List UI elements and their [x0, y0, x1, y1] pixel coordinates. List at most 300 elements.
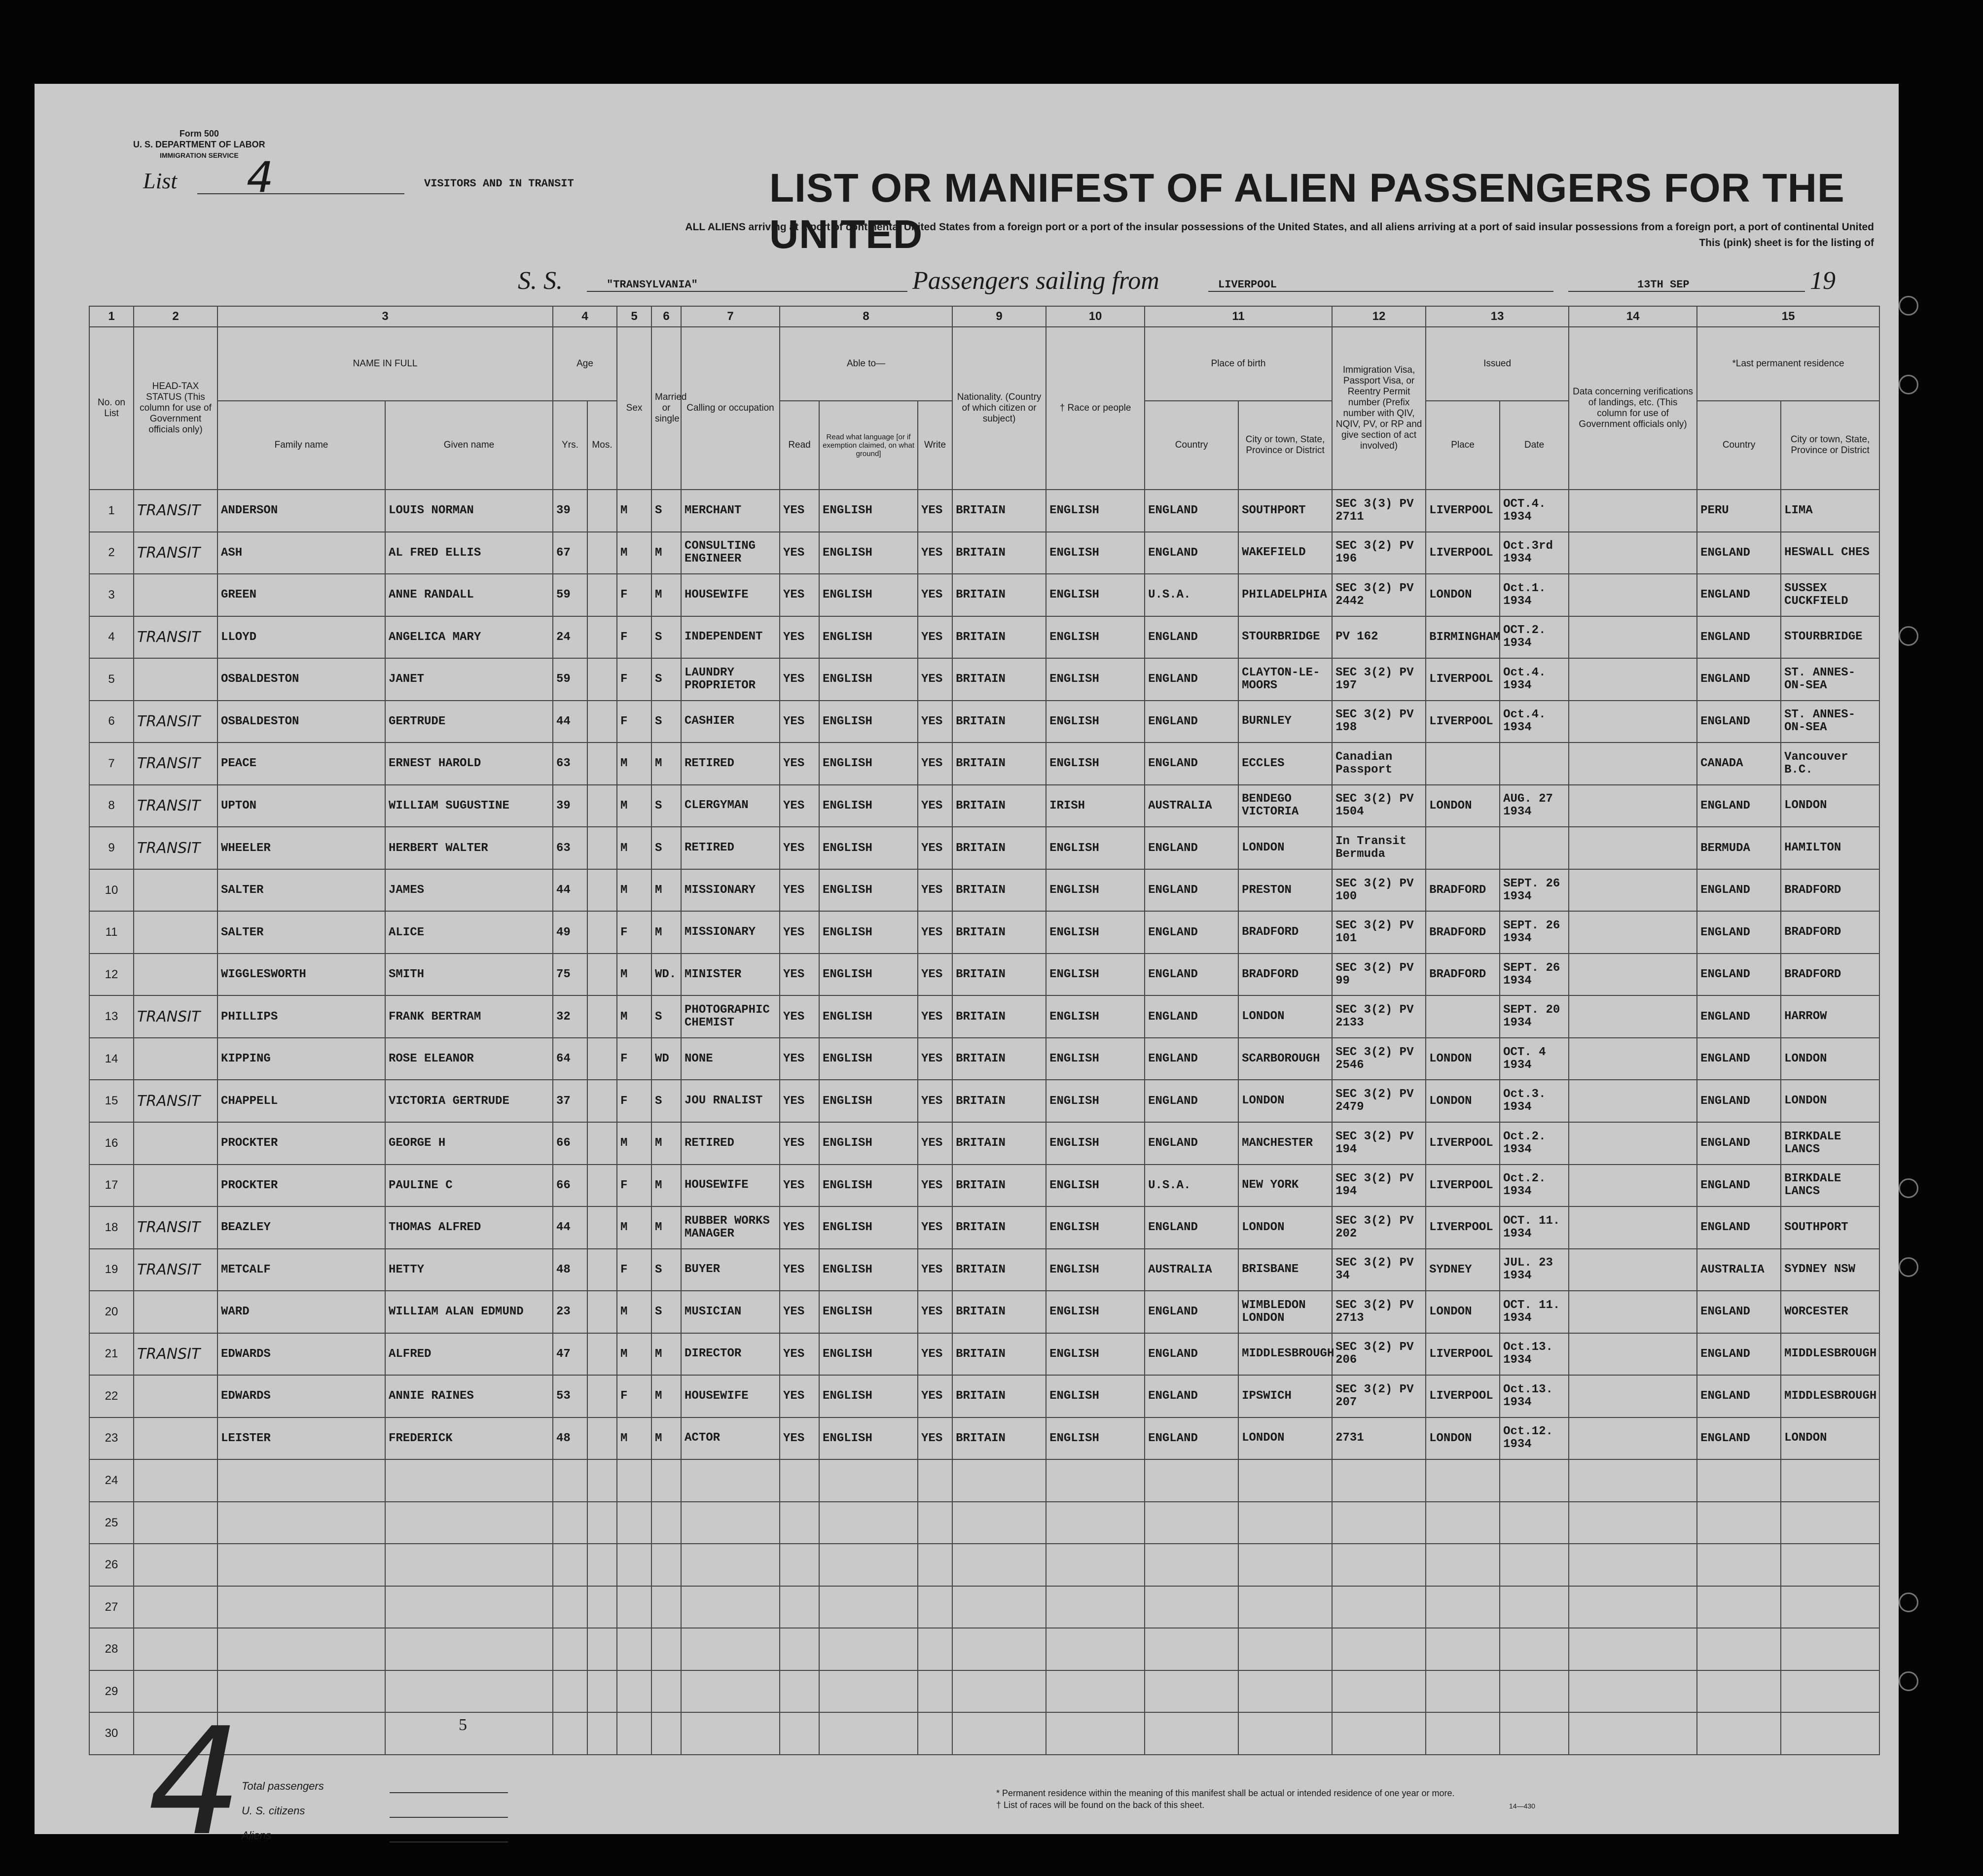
issued-date: Oct.2. 1934	[1500, 1122, 1569, 1165]
sex: M	[617, 1333, 651, 1376]
header-mos: Mos.	[587, 401, 617, 490]
issued-place: LIVERPOOL	[1426, 1206, 1500, 1249]
can-read: YES	[780, 869, 819, 912]
read-language: ENGLISH	[819, 490, 918, 532]
occupation: HOUSEWIFE	[681, 574, 780, 616]
read-language: ENGLISH	[819, 1080, 918, 1122]
read-language: ENGLISH	[819, 954, 918, 996]
can-write: YES	[918, 743, 952, 785]
visa-number: SEC 3(2) PV 207	[1332, 1375, 1426, 1417]
col-num-9: 9	[952, 306, 1046, 327]
row-number: 14	[89, 1038, 134, 1080]
landing-data	[1569, 1502, 1697, 1544]
family-name	[217, 1670, 385, 1713]
row-number: 12	[89, 954, 134, 996]
read-language: ENGLISH	[819, 1291, 918, 1333]
can-write: YES	[918, 1375, 952, 1417]
visa-number	[1332, 1712, 1426, 1755]
issued-place	[1426, 1459, 1500, 1502]
issued-date: Oct.12. 1934	[1500, 1417, 1569, 1460]
col-num-4: 4	[553, 306, 617, 327]
occupation: DIRECTOR	[681, 1333, 780, 1376]
head-tax-status: TRANSIT	[134, 1249, 217, 1291]
row-number: 26	[89, 1544, 134, 1586]
landing-data	[1569, 911, 1697, 954]
issued-date: SEPT. 20 1934	[1500, 995, 1569, 1038]
port-underline	[1208, 291, 1553, 292]
residence-city: LONDON	[1781, 1038, 1879, 1080]
landing-data	[1569, 490, 1697, 532]
family-name	[217, 1459, 385, 1502]
row-number: 7	[89, 743, 134, 785]
birth-city	[1238, 1586, 1332, 1628]
family-name: WARD	[217, 1291, 385, 1333]
issued-place: LONDON	[1426, 1417, 1500, 1460]
residence-country: AUSTRALIA	[1697, 1249, 1781, 1291]
header-age: Age	[553, 327, 617, 401]
given-name	[385, 1586, 553, 1628]
age-years: 44	[553, 701, 587, 743]
table-row	[89, 1670, 1879, 1713]
family-name: PROCKTER	[217, 1165, 385, 1207]
marital-status: S	[651, 1291, 681, 1333]
residence-city: BIRKDALE LANCS	[1781, 1165, 1879, 1207]
can-read: YES	[780, 1291, 819, 1333]
can-read: YES	[780, 1249, 819, 1291]
residence-country: CANADA	[1697, 743, 1781, 785]
age-years: 24	[553, 616, 587, 659]
table-row	[89, 911, 1879, 954]
issued-date	[1500, 1459, 1569, 1502]
age-months	[587, 1291, 617, 1333]
birth-city: BRADFORD	[1238, 954, 1332, 996]
nationality	[952, 1459, 1046, 1502]
read-language: ENGLISH	[819, 1165, 918, 1207]
visa-number: SEC 3(2) PV 206	[1332, 1333, 1426, 1376]
birth-country	[1145, 1502, 1238, 1544]
issued-date: JUL. 23 1934	[1500, 1249, 1569, 1291]
marital-status: WD	[651, 1038, 681, 1080]
given-name	[385, 1502, 553, 1544]
can-read	[780, 1544, 819, 1586]
footnote-races: † List of races will be found on the back of this sheet.	[996, 1800, 1205, 1810]
visa-number: SEC 3(2) PV 198	[1332, 701, 1426, 743]
can-read	[780, 1670, 819, 1713]
nationality: BRITAIN	[952, 954, 1046, 996]
residence-city	[1781, 1459, 1879, 1502]
given-name	[385, 1544, 553, 1586]
age-months	[587, 827, 617, 869]
row-number: 24	[89, 1459, 134, 1502]
family-name	[217, 1712, 385, 1755]
can-write: YES	[918, 1038, 952, 1080]
visa-number: Canadian Passport	[1332, 743, 1426, 785]
read-language: ENGLISH	[819, 1038, 918, 1080]
residence-country: PERU	[1697, 490, 1781, 532]
visa-number: SEC 3(2) PV 100	[1332, 869, 1426, 912]
age-years: 64	[553, 1038, 587, 1080]
issued-place: LIVERPOOL	[1426, 1165, 1500, 1207]
page-digit: 5	[459, 1716, 467, 1734]
visa-number: SEC 3(2) PV 2133	[1332, 995, 1426, 1038]
age-months	[587, 954, 617, 996]
can-read: YES	[780, 1038, 819, 1080]
issued-place	[1426, 743, 1500, 785]
us-citizens-label: U. S. citizens	[242, 1805, 305, 1817]
race: ENGLISH	[1046, 1122, 1145, 1165]
residence-city	[1781, 1586, 1879, 1628]
header-issued: Issued	[1426, 327, 1569, 401]
can-read	[780, 1712, 819, 1755]
residence-country: ENGLAND	[1697, 1122, 1781, 1165]
can-write: YES	[918, 616, 952, 659]
residence-city: LONDON	[1781, 1417, 1879, 1460]
age-months	[587, 1502, 617, 1544]
can-write: YES	[918, 911, 952, 954]
residence-country: ENGLAND	[1697, 701, 1781, 743]
can-write: YES	[918, 701, 952, 743]
visa-number: SEC 3(2) PV 2713	[1332, 1291, 1426, 1333]
issued-date: Oct.3rd 1934	[1500, 532, 1569, 574]
issued-date: OCT. 4 1934	[1500, 1038, 1569, 1080]
can-write: YES	[918, 1122, 952, 1165]
landing-data	[1569, 743, 1697, 785]
head-tax-status: TRANSIT	[134, 1206, 217, 1249]
given-name: ANGELICA MARY	[385, 616, 553, 659]
marital-status	[651, 1712, 681, 1755]
row-number: 6	[89, 701, 134, 743]
visa-number: SEC 3(2) PV 99	[1332, 954, 1426, 996]
visa-number	[1332, 1628, 1426, 1670]
marital-status: M	[651, 1333, 681, 1376]
race: ENGLISH	[1046, 995, 1145, 1038]
col-num-3: 3	[217, 306, 553, 327]
issued-place: SYDNEY	[1426, 1249, 1500, 1291]
landing-data	[1569, 616, 1697, 659]
marital-status	[651, 1628, 681, 1670]
header-place-of-birth: Place of birth	[1145, 327, 1332, 401]
issued-date: Oct.13. 1934	[1500, 1333, 1569, 1376]
subtitle-line-1: ALL ALIENS arriving at a port of continental United States from a foreign port or a port of the insular possessions of the United States, and all aliens arriving at a port of said insular possessions from a foreign port, a port of continental United	[685, 221, 1874, 233]
can-read: YES	[780, 1375, 819, 1417]
can-write: YES	[918, 574, 952, 616]
sex	[617, 1712, 651, 1755]
given-name	[385, 1628, 553, 1670]
age-years: 66	[553, 1165, 587, 1207]
visa-number: 2731	[1332, 1417, 1426, 1460]
given-name: THOMAS ALFRED	[385, 1206, 553, 1249]
age-months	[587, 1206, 617, 1249]
age-months	[587, 1249, 617, 1291]
age-months	[587, 701, 617, 743]
row-number: 27	[89, 1586, 134, 1628]
age-years	[553, 1712, 587, 1755]
nationality: BRITAIN	[952, 1417, 1046, 1460]
residence-city: WORCESTER	[1781, 1291, 1879, 1333]
family-name: GREEN	[217, 574, 385, 616]
given-name: HETTY	[385, 1249, 553, 1291]
citizens-underline	[390, 1817, 508, 1818]
visa-number: SEC 3(2) PV 194	[1332, 1122, 1426, 1165]
row-number: 25	[89, 1502, 134, 1544]
header-family-name: Family name	[217, 401, 385, 490]
issued-place	[1426, 1544, 1500, 1586]
birth-country: ENGLAND	[1145, 1291, 1238, 1333]
head-tax-status	[134, 1459, 217, 1502]
visa-number: SEC 3(2) PV 202	[1332, 1206, 1426, 1249]
issued-place: LONDON	[1426, 1080, 1500, 1122]
issued-place: LONDON	[1426, 574, 1500, 616]
occupation: JOU RNALIST	[681, 1080, 780, 1122]
manifest-sheet	[35, 84, 1899, 1868]
nationality: BRITAIN	[952, 1038, 1046, 1080]
head-tax-status	[134, 1122, 217, 1165]
marital-status: S	[651, 490, 681, 532]
age-months	[587, 785, 617, 827]
birth-country: AUSTRALIA	[1145, 1249, 1238, 1291]
head-tax-status: TRANSIT	[134, 616, 217, 659]
birth-city: PRESTON	[1238, 869, 1332, 912]
read-language: ENGLISH	[819, 995, 918, 1038]
age-years: 75	[553, 954, 587, 996]
header-landings: Data concerning verifications of landings, etc. (This column for use of Government officials only)	[1569, 327, 1697, 490]
birth-country: ENGLAND	[1145, 954, 1238, 996]
header-given-name: Given name	[385, 401, 553, 490]
row-number: 19	[89, 1249, 134, 1291]
nationality: BRITAIN	[952, 1206, 1046, 1249]
landing-data	[1569, 532, 1697, 574]
manifest-title: LIST OR MANIFEST OF ALIEN PASSENGERS FOR THE UNITED	[769, 166, 1845, 257]
issued-date: OCT. 11. 1934	[1500, 1206, 1569, 1249]
row-number: 8	[89, 785, 134, 827]
can-read: YES	[780, 827, 819, 869]
issued-date: Oct.1. 1934	[1500, 574, 1569, 616]
sex: M	[617, 954, 651, 996]
residence-city: MIDDLESBROUGH	[1781, 1333, 1879, 1376]
header-write: Write	[918, 401, 952, 490]
sex	[617, 1670, 651, 1713]
landing-data	[1569, 785, 1697, 827]
sex: M	[617, 1206, 651, 1249]
sex: M	[617, 827, 651, 869]
family-name: CHAPPELL	[217, 1080, 385, 1122]
issued-date: Oct.3. 1934	[1500, 1080, 1569, 1122]
head-tax-status	[134, 1375, 217, 1417]
occupation: MINISTER	[681, 954, 780, 996]
visa-number: SEC 3(2) PV 196	[1332, 532, 1426, 574]
birth-country: ENGLAND	[1145, 1038, 1238, 1080]
table-row	[89, 1165, 1879, 1207]
nationality: BRITAIN	[952, 995, 1046, 1038]
birth-city: MIDDLESBROUGH	[1238, 1333, 1332, 1376]
residence-country: ENGLAND	[1697, 616, 1781, 659]
nationality	[952, 1544, 1046, 1586]
header-head-tax: HEAD-TAX STATUS (This column for use of Government officials only)	[134, 327, 217, 490]
birth-country: ENGLAND	[1145, 1333, 1238, 1376]
sex: M	[617, 1122, 651, 1165]
nationality: BRITAIN	[952, 869, 1046, 912]
header-issued-place: Place	[1426, 401, 1500, 490]
residence-country	[1697, 1544, 1781, 1586]
landing-data	[1569, 1628, 1697, 1670]
marital-status: M	[651, 1417, 681, 1460]
ship-underline	[587, 291, 907, 292]
nationality: BRITAIN	[952, 1249, 1046, 1291]
row-number: 15	[89, 1080, 134, 1122]
nationality: BRITAIN	[952, 743, 1046, 785]
residence-country: ENGLAND	[1697, 1080, 1781, 1122]
visa-number: SEC 3(2) PV 2479	[1332, 1080, 1426, 1122]
race: ENGLISH	[1046, 616, 1145, 659]
header-yrs: Yrs.	[553, 401, 587, 490]
read-language: ENGLISH	[819, 1206, 918, 1249]
binder-hole	[1899, 296, 1918, 316]
age-months	[587, 1080, 617, 1122]
landing-data	[1569, 954, 1697, 996]
can-write: YES	[918, 1165, 952, 1207]
race: ENGLISH	[1046, 954, 1145, 996]
col-num-1: 1	[89, 306, 134, 327]
issued-place: BRADFORD	[1426, 911, 1500, 954]
birth-city: MANCHESTER	[1238, 1122, 1332, 1165]
race: ENGLISH	[1046, 911, 1145, 954]
given-name: VICTORIA GERTRUDE	[385, 1080, 553, 1122]
can-read: YES	[780, 954, 819, 996]
residence-city: SUSSEX CUCKFIELD	[1781, 574, 1879, 616]
read-language	[819, 1670, 918, 1713]
occupation: INDEPENDENT	[681, 616, 780, 659]
can-read: YES	[780, 1333, 819, 1376]
row-number: 1	[89, 490, 134, 532]
col-num-8: 8	[780, 306, 952, 327]
header-read: Read	[780, 401, 819, 490]
head-tax-status	[134, 1586, 217, 1628]
race: ENGLISH	[1046, 1038, 1145, 1080]
issued-date: OCT.4. 1934	[1500, 490, 1569, 532]
manifest-table	[89, 306, 1880, 1755]
can-write: YES	[918, 658, 952, 701]
visa-number	[1332, 1544, 1426, 1586]
residence-city	[1781, 1670, 1879, 1713]
age-months	[587, 658, 617, 701]
marital-status: M	[651, 1165, 681, 1207]
residence-city: BIRKDALE LANCS	[1781, 1122, 1879, 1165]
head-tax-status	[134, 1544, 217, 1586]
birth-city: CLAYTON-LE-MOORS	[1238, 658, 1332, 701]
can-read: YES	[780, 743, 819, 785]
birth-country: ENGLAND	[1145, 701, 1238, 743]
total-underline	[390, 1792, 508, 1793]
birth-country: ENGLAND	[1145, 827, 1238, 869]
age-months	[587, 911, 617, 954]
col-num-11: 11	[1145, 306, 1332, 327]
residence-city: LONDON	[1781, 1080, 1879, 1122]
table-row	[89, 1038, 1879, 1080]
table-row	[89, 1249, 1879, 1291]
can-write: YES	[918, 1206, 952, 1249]
residence-country: ENGLAND	[1697, 1291, 1781, 1333]
can-read: YES	[780, 995, 819, 1038]
residence-city	[1781, 1502, 1879, 1544]
can-write	[918, 1670, 952, 1713]
age-months	[587, 1122, 617, 1165]
age-years: 49	[553, 911, 587, 954]
table-row	[89, 532, 1879, 574]
given-name: SMITH	[385, 954, 553, 996]
visa-number: SEC 3(2) PV 1504	[1332, 785, 1426, 827]
family-name: METCALF	[217, 1249, 385, 1291]
header-residence-city: City or town, State, Province or District	[1781, 401, 1879, 490]
given-name: LOUIS NORMAN	[385, 490, 553, 532]
table-row	[89, 1206, 1879, 1249]
age-years: 47	[553, 1333, 587, 1376]
landing-data	[1569, 1165, 1697, 1207]
birth-city: WAKEFIELD	[1238, 532, 1332, 574]
race: ENGLISH	[1046, 1249, 1145, 1291]
birth-country: ENGLAND	[1145, 743, 1238, 785]
read-language: ENGLISH	[819, 532, 918, 574]
marital-status: S	[651, 658, 681, 701]
birth-city: BRISBANE	[1238, 1249, 1332, 1291]
birth-city: STOURBRIDGE	[1238, 616, 1332, 659]
family-name: KIPPING	[217, 1038, 385, 1080]
given-name: JAMES	[385, 869, 553, 912]
birth-city: IPSWICH	[1238, 1375, 1332, 1417]
head-tax-status	[134, 1291, 217, 1333]
visa-number: SEC 3(2) PV 101	[1332, 911, 1426, 954]
issued-place	[1426, 1586, 1500, 1628]
age-years: 48	[553, 1417, 587, 1460]
issued-date: SEPT. 26 1934	[1500, 954, 1569, 996]
family-name: ANDERSON	[217, 490, 385, 532]
visa-number: SEC 3(2) PV 2442	[1332, 574, 1426, 616]
given-name: ANNIE RAINES	[385, 1375, 553, 1417]
issued-place: BRADFORD	[1426, 954, 1500, 996]
occupation	[681, 1586, 780, 1628]
binder-hole	[1899, 626, 1918, 646]
sex	[617, 1544, 651, 1586]
row-number: 5	[89, 658, 134, 701]
family-name: OSBALDESTON	[217, 701, 385, 743]
residence-country: ENGLAND	[1697, 1165, 1781, 1207]
visa-number: PV 162	[1332, 616, 1426, 659]
head-tax-status	[134, 1165, 217, 1207]
head-tax-status: TRANSIT	[134, 1333, 217, 1376]
birth-city: BURNLEY	[1238, 701, 1332, 743]
marital-status: M	[651, 869, 681, 912]
marital-status: S	[651, 616, 681, 659]
nationality: BRITAIN	[952, 1165, 1046, 1207]
read-language	[819, 1628, 918, 1670]
table-row	[89, 785, 1879, 827]
nationality: BRITAIN	[952, 658, 1046, 701]
given-name: FRANK BERTRAM	[385, 995, 553, 1038]
header-calling: Calling or occupation	[681, 327, 780, 490]
sailing-label: Passengers sailing from	[912, 267, 1159, 295]
issued-place: LIVERPOOL	[1426, 1375, 1500, 1417]
birth-city: LONDON	[1238, 1206, 1332, 1249]
age-months	[587, 1628, 617, 1670]
header-birth-city: City or town, State, Province or District	[1238, 401, 1332, 490]
issued-date	[1500, 1586, 1569, 1628]
sex: F	[617, 1249, 651, 1291]
issued-date	[1500, 1712, 1569, 1755]
visa-number	[1332, 1459, 1426, 1502]
nationality: BRITAIN	[952, 490, 1046, 532]
birth-city: LONDON	[1238, 827, 1332, 869]
binder-hole	[1899, 1671, 1918, 1691]
residence-country	[1697, 1712, 1781, 1755]
